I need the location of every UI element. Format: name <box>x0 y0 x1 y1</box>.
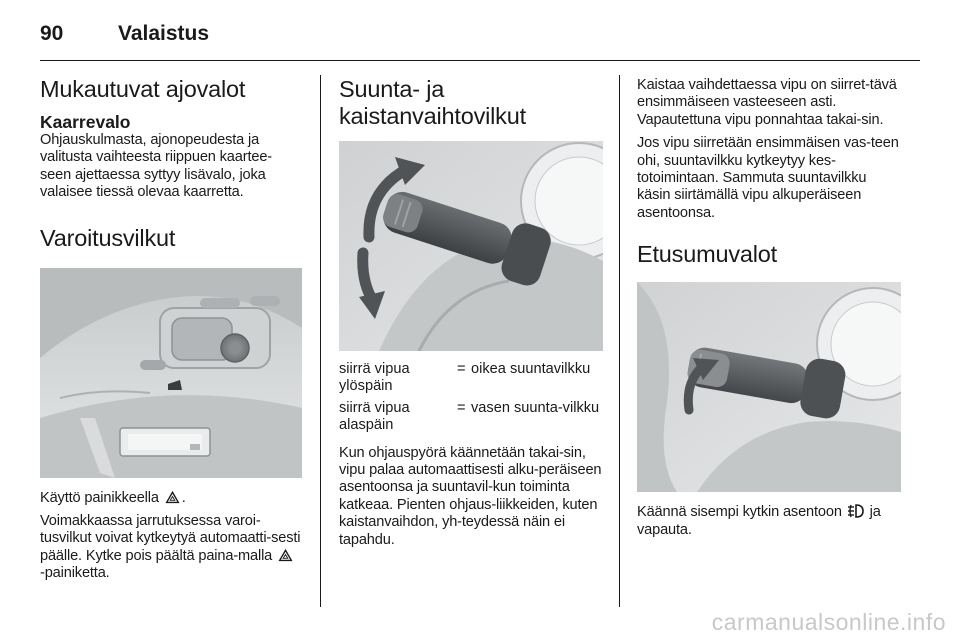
row-equals: = <box>457 361 466 377</box>
subheading-cornering-light: Kaarrevalo <box>40 112 131 132</box>
column-3 <box>637 74 901 539</box>
fog-usage-label: Käännä sisempi kytkin asentoon <box>637 504 842 521</box>
hazard-usage-label: Käyttö painikkeella <box>40 489 159 506</box>
section-heading-turn-signals: Suunta- ja kaistanvaihtovilkut <box>339 76 526 129</box>
overhead-console-illustration <box>40 268 302 478</box>
page-number: 90 <box>40 22 64 45</box>
row-result: vasen suunta-vilkku <box>471 399 600 416</box>
cornering-light-text: Ohjauskulmasta, ajonopeudesta ja valitusta vaihteesta riippuen kaartee-seen ajettaessa syttyy lisävalo, joka valaisee tiessä olevaa kaarretta. <box>40 132 272 201</box>
table-row <box>339 361 603 396</box>
column-1 <box>40 74 302 583</box>
column-divider-1 <box>320 75 321 607</box>
table-row <box>339 400 603 435</box>
hazard-usage-end: . <box>181 489 186 506</box>
row-action: siirrä vipua ylöspäin <box>339 361 410 395</box>
section-heading-front-fog-lights: Etusumuvalot <box>637 241 777 268</box>
section-heading-hazard-lights: Varoitusvilkut <box>40 224 176 251</box>
turn-signal-return-text: Kun ohjauspyörä käännetään takai-sin, vipu palaa automaattisesti alku-peräiseen asentoonsa ja suuntavil-kun toiminta katkeaa. Pienten ohjaus-liikkeiden, kuten kaistanvaihdon, yh-teydessä näin ei tapahdu. <box>339 444 602 548</box>
fog-usage-end: ja vapauta. <box>637 504 881 538</box>
chapter-title: Valaistus <box>118 22 210 45</box>
hazard-triangle-icon <box>278 548 293 562</box>
hazard-auto-text <box>40 513 302 583</box>
hazard-switch-photo <box>40 268 302 478</box>
turn-signal-illustration <box>339 141 603 351</box>
row-result: oikea suuntavilkku <box>471 361 591 377</box>
row-action: siirrä vipua alaspäin <box>339 399 410 434</box>
header-rule <box>40 60 920 61</box>
column-divider-2 <box>619 75 620 607</box>
fog-light-usage-text <box>637 504 901 539</box>
turn-signal-lever-photo <box>339 141 603 351</box>
lane-change-text: Kaistaa vaihdettaessa vipu on siirret-tävä ensimmäiseen vasteeseen asti. Vapautettuna vipu ponnahtaa takai-sin. <box>637 77 897 128</box>
section-heading-adaptive-lights: Mukautuvat ajovalot <box>40 76 246 102</box>
hazard-auto-label: Voimakkaassa jarrutuksessa varoi-tusvilkut voivat kytkeytyä automaatti-sesti päälle. Kytke pois päältä paina-malla <box>40 513 301 564</box>
hazard-triangle-icon <box>165 490 180 504</box>
fog-light-switch-photo <box>637 282 901 492</box>
permanent-signal-text: Jos vipu siirretään ensimmäisen vas-teen ohi, suuntavilkku kytkeytyy kes-totoimintaan. Sammuta suuntavilkku käsin siirtämällä vipu alkuperäiseen asentoonsa. <box>637 135 899 221</box>
page-header <box>40 18 920 58</box>
turn-signal-table <box>339 361 603 435</box>
row-equals: = <box>457 399 466 416</box>
fog-switch-illustration <box>637 282 901 492</box>
column-2 <box>339 74 603 549</box>
watermark: carmanualsonline.info <box>711 609 946 635</box>
hazard-auto-end: -painiketta. <box>40 565 110 582</box>
front-fog-light-icon <box>847 504 865 518</box>
hazard-usage-text <box>40 490 302 507</box>
